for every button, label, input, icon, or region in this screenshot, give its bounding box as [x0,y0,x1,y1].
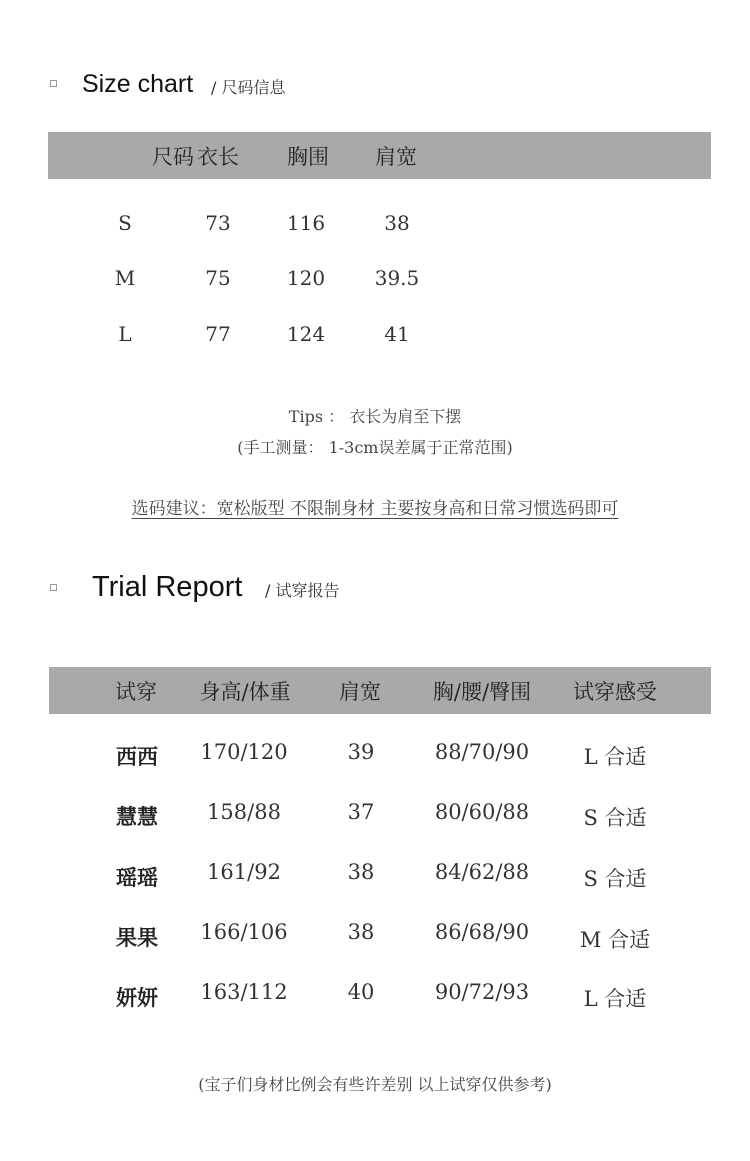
trial-cell: 86/68/90 [434,920,530,944]
size-cell: L [118,322,132,346]
trial-cell: 38 [347,920,375,944]
trial-cell-name: 妍妍 [116,985,158,1010]
trial-table-header [49,667,711,714]
size-cell: 73 [205,211,231,235]
trial-header-cell: 试穿 [115,679,157,704]
trial-cell: 80/60/88 [434,800,530,824]
size-advice [0,494,750,519]
trial-cell: 158/88 [207,800,281,824]
trial-cell: 37 [347,800,375,824]
size-advice-text: 选码建议：宽松版型 不限制身材 主要按身高和日常习惯选码即可 [131,499,619,519]
trial-cell-feel: S 合适 [583,806,647,830]
trial-cell: 90/72/93 [434,980,530,1004]
size-cell: 75 [205,266,231,290]
size-cell: 124 [286,322,326,346]
trial-cell-feel: M 合适 [579,928,651,952]
size-header-cell: 胸围 [287,144,329,169]
section-bullet-icon [50,80,57,87]
trial-cell-feel: L 合适 [583,987,647,1011]
trial-cell-feel: S 合适 [583,867,647,891]
size-chart-title: Size chart [82,70,194,98]
tips-line-1: Tips ： 衣长为肩至下摆 [288,407,462,426]
trial-report-title: Trial Report [92,571,243,603]
size-cell: 77 [205,322,231,346]
size-cell: 39.5 [374,266,420,290]
trial-header-cell: 肩宽 [339,679,381,704]
trial-cell: 170/120 [200,740,288,764]
trial-cell-name: 瑶瑶 [116,865,158,890]
size-cell: 116 [286,211,326,235]
trial-cell: 38 [347,860,375,884]
trial-cell: 39 [347,740,375,764]
size-cell: S [118,211,132,235]
size-header-cell: 衣长 [197,144,239,169]
size-table-header [48,132,711,179]
section-bullet-icon [50,584,57,591]
size-header-cell: 尺码 [152,144,194,169]
trial-header-cell: 试穿感受 [573,679,657,704]
size-cell: 38 [384,211,410,235]
trial-footnote: (宝子们身材比例会有些许差别 以上试穿仅供参考) [198,1075,552,1094]
size-header-cell: 肩宽 [375,144,417,169]
trial-cell: 161/92 [207,860,281,884]
size-cell: 120 [286,266,326,290]
size-cell: M [114,266,136,290]
trial-cell: 166/106 [200,920,288,944]
trial-cell: 84/62/88 [434,860,530,884]
trial-cell-name: 西西 [116,744,158,769]
trial-header-cell: 身高/体重 [199,679,291,704]
trial-cell-name: 果果 [116,925,158,950]
trial-cell: 88/70/90 [434,740,530,764]
trial-cell: 40 [347,980,375,1004]
trial-cell-feel: L 合适 [583,745,647,769]
trial-cell: 163/112 [200,980,288,1004]
trial-cell-name: 慧慧 [116,804,158,829]
size-cell: 41 [384,322,410,346]
size-chart-subtitle: / 尺码信息 [211,78,286,97]
trial-report-subtitle: / 试穿报告 [265,581,340,600]
tips-line-2: (手工测量： 1-3cm误差属于正常范围) [237,438,513,457]
trial-header-cell: 胸/腰/臀围 [432,679,532,704]
